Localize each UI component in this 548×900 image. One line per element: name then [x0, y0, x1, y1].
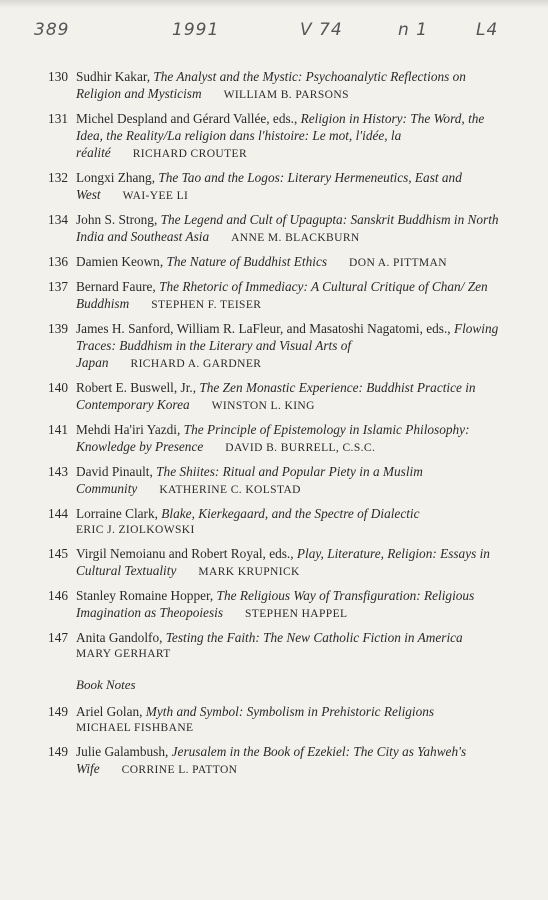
handwritten-note-1: 389: [34, 20, 70, 40]
book-title: Blake, Kierkegaard, and the Spectre of Dialectic: [161, 506, 420, 521]
review-entry: [40, 169, 510, 205]
book-title: The Zen Monastic Experience: Buddhist Practice in Contemporary Korea: [76, 380, 476, 412]
review-entry: [40, 211, 510, 247]
book-author: Lorraine Clark,: [76, 506, 158, 521]
reviewer-name: STEPHEN HAPPEL: [245, 608, 348, 620]
book-author: Damien Keown,: [76, 254, 164, 269]
reviewer-name: DON A. PITTMAN: [349, 257, 447, 269]
handwritten-note-4: n 1: [398, 20, 428, 40]
book-title: The Shiites: Ritual and Popular Piety in a Muslim Community: [76, 464, 423, 496]
page-number: 134: [48, 212, 68, 227]
review-entry: [40, 253, 510, 272]
book-author: John S. Strong,: [76, 212, 158, 227]
book-note-entry: [40, 703, 510, 737]
book-author: Sudhir Kakar,: [76, 69, 151, 84]
page-number: 149: [48, 744, 68, 759]
book-title: Jerusalem in the Book of Ezekiel: The City as Yahweh's Wife: [76, 744, 467, 776]
page-number: 141: [48, 422, 68, 437]
book-author: Anita Gandolfo,: [76, 630, 163, 645]
book-title: The Tao and the Logos: Literary Hermeneutics, East and West: [76, 170, 462, 202]
review-list: [40, 68, 510, 785]
page-number: 137: [48, 279, 68, 294]
review-entry: [40, 278, 510, 314]
book-note-entry: [40, 743, 510, 779]
book-author: Mehdi Ha'iri Yazdi,: [76, 422, 181, 437]
review-entry: [40, 587, 510, 623]
book-author: Longxi Zhang,: [76, 170, 156, 185]
review-entry: [40, 110, 510, 163]
reviewer-name: MICHAEL FISHBANE: [76, 722, 194, 734]
reviewer-name: WILLIAM B. PARSONS: [223, 89, 349, 101]
handwritten-note-3: V 74: [300, 20, 343, 40]
reviewer-name: STEPHEN F. TEISER: [151, 299, 262, 311]
reviewer-name: ERIC J. ZIOLKOWSKI: [76, 524, 195, 536]
page-number: 132: [48, 170, 68, 185]
page-number: 136: [48, 254, 68, 269]
book-author: Ariel Golan,: [76, 704, 143, 719]
book-title: The Nature of Buddhist Ethics: [166, 254, 328, 269]
book-author: David Pinault,: [76, 464, 153, 479]
book-title: Flowing Traces: Buddhism in the Literary and Visual Arts of Japan: [76, 321, 499, 370]
page-number: 147: [48, 630, 68, 645]
reviewer-name: KATHERINE C. KOLSTAD: [159, 484, 301, 496]
book-author: Virgil Nemoianu and Robert Royal, eds.,: [76, 546, 294, 561]
book-title: The Rhetoric of Immediacy: A Cultural Critique of Chan/ Zen Buddhism: [76, 279, 488, 311]
book-title: The Principle of Epistemology in Islamic Philosophy: Knowledge by Presence: [76, 422, 470, 454]
handwritten-note-5: L4: [476, 20, 499, 40]
book-author: James H. Sanford, William R. LaFleur, and Masatoshi Nagatomi, eds.,: [76, 321, 451, 336]
reviewer-name: RICHARD A. GARDNER: [130, 358, 262, 370]
page-number: 144: [48, 506, 68, 521]
page-number: 130: [48, 69, 68, 84]
book-title: Religion in History: The Word, the Idea, the Reality/La religion dans l'histoire: Le mot, l'idée, la réalité: [76, 111, 485, 160]
book-author: Michel Despland and Gérard Vallée, eds.,: [76, 111, 298, 126]
review-entry: [40, 629, 510, 663]
book-author: Robert E. Buswell, Jr.,: [76, 380, 197, 395]
book-title: Myth and Symbol: Symbolism in Prehistoric Religions: [145, 704, 435, 719]
page-number: 149: [48, 704, 68, 719]
page-top-edge: [0, 0, 548, 8]
handwritten-note-2: 1991: [172, 20, 220, 40]
review-entry: [40, 320, 510, 373]
review-entry: [40, 463, 510, 499]
book-title: Testing the Faith: The New Catholic Fiction in America: [165, 630, 463, 645]
book-author: Stanley Romaine Hopper,: [76, 588, 214, 603]
reviewer-name: WAI-YEE LI: [122, 190, 189, 202]
reviewer-name: RICHARD CROUTER: [132, 148, 248, 160]
page-number: 145: [48, 546, 68, 561]
reviewer-name: MARK KRUPNICK: [198, 566, 300, 578]
review-entry: [40, 421, 510, 457]
book-title: Play, Literature, Religion: Essays in Cultural Textuality: [76, 546, 490, 578]
page-number: 143: [48, 464, 68, 479]
book-title: The Legend and Cult of Upagupta: Sanskrit Buddhism in North India and Southeast Asia: [76, 212, 499, 244]
review-entry: [40, 68, 510, 104]
review-entry: [40, 545, 510, 581]
review-entry: [40, 379, 510, 415]
page-number: 139: [48, 321, 68, 336]
reviewer-name: WINSTON L. KING: [211, 400, 315, 412]
handwritten-annotation: [0, 10, 548, 50]
book-title: The Religious Way of Transfiguration: Religious Imagination as Theopoiesis: [76, 588, 475, 620]
reviewer-name: ANNE M. BLACKBURN: [231, 232, 360, 244]
book-author: Bernard Faure,: [76, 279, 156, 294]
book-author: Julie Galambush,: [76, 744, 169, 759]
page-number: 140: [48, 380, 68, 395]
reviewer-name: MARY GERHART: [76, 648, 171, 660]
reviewer-name: DAVID B. BURRELL, C.S.C.: [225, 442, 376, 454]
reviewer-name: CORRINE L. PATTON: [121, 764, 238, 776]
page-number: 131: [48, 111, 68, 126]
review-entry: [40, 505, 510, 539]
page-number: 146: [48, 588, 68, 603]
book-title: The Analyst and the Mystic: Psychoanalytic Reflections on Religion and Mysticism: [76, 69, 466, 101]
book-notes-heading: Book Notes: [76, 677, 136, 692]
